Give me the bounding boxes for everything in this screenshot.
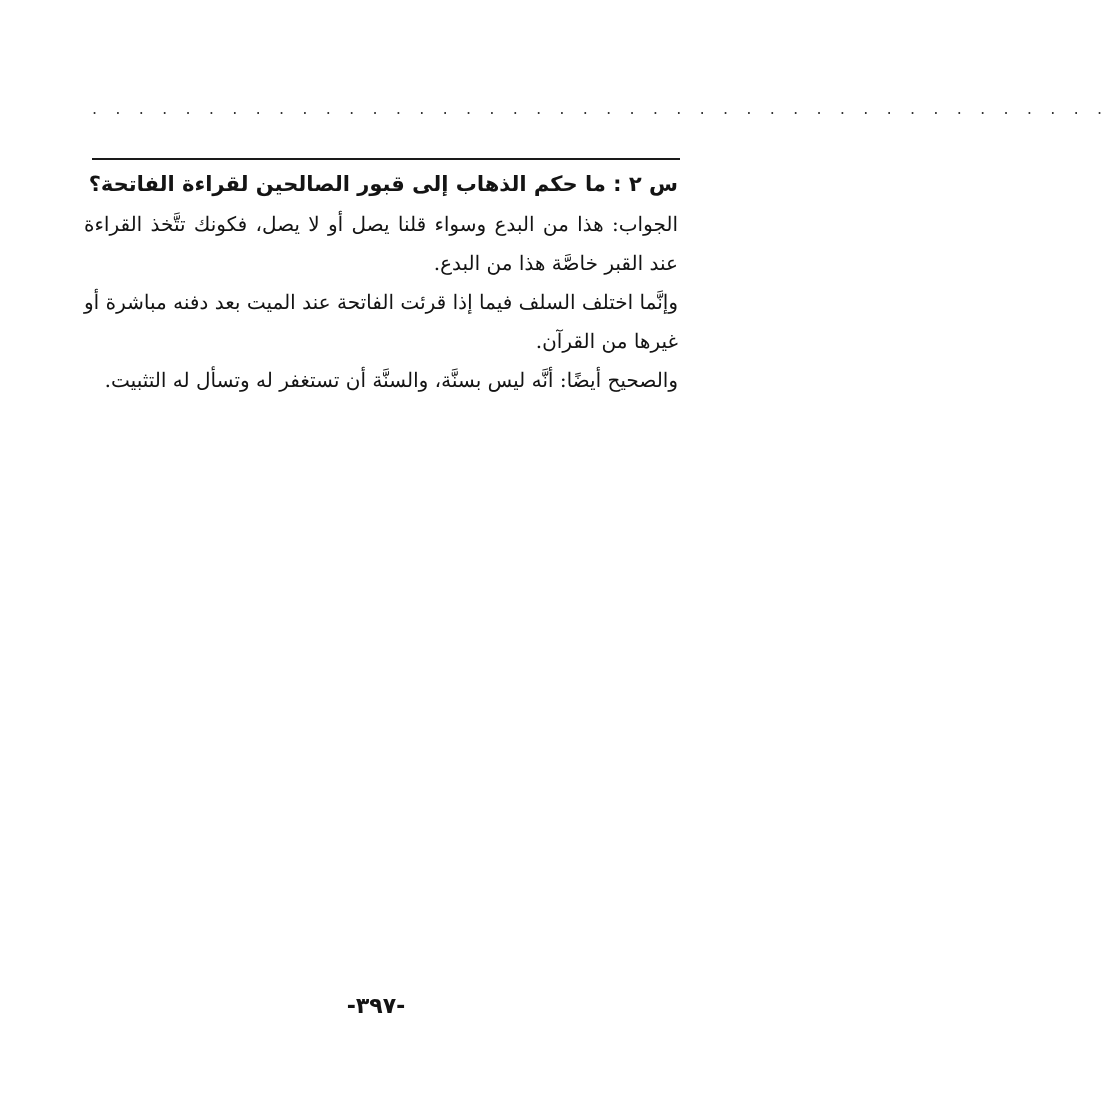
header-rule [92, 158, 680, 160]
answer-paragraph-3: والصحيح أيضًا: أنَّه ليس بسنَّة، والسنَّة أن تستغفر له وتسأل له التثبيت. [104, 368, 678, 392]
page-body [84, 163, 678, 400]
page-number: -٣٩٧- [346, 994, 406, 1019]
answer-paragraph-1: الجواب: هذا من البدع وسواء قلنا يصل أو لا يصل، فكونك تتَّخذ القراءة عند القبر خاصَّة هذا من البدع. [84, 212, 678, 275]
answer-paragraph-2: وإنَّما اختلف السلف فيما إذا قرئت الفاتحة عند الميت بعد دفنه مباشرة أو غيرها من القرآن. [84, 290, 678, 353]
question-heading: س ٢ : ما حكم الذهاب إلى قبور الصالحين لقراءة الفاتحة؟ [88, 172, 678, 196]
dotted-header-line: . . . . . . . . . . . . . . . . . . . . . . . . . . . . . . . . . . . . . . . . . . . . [92, 99, 1109, 118]
